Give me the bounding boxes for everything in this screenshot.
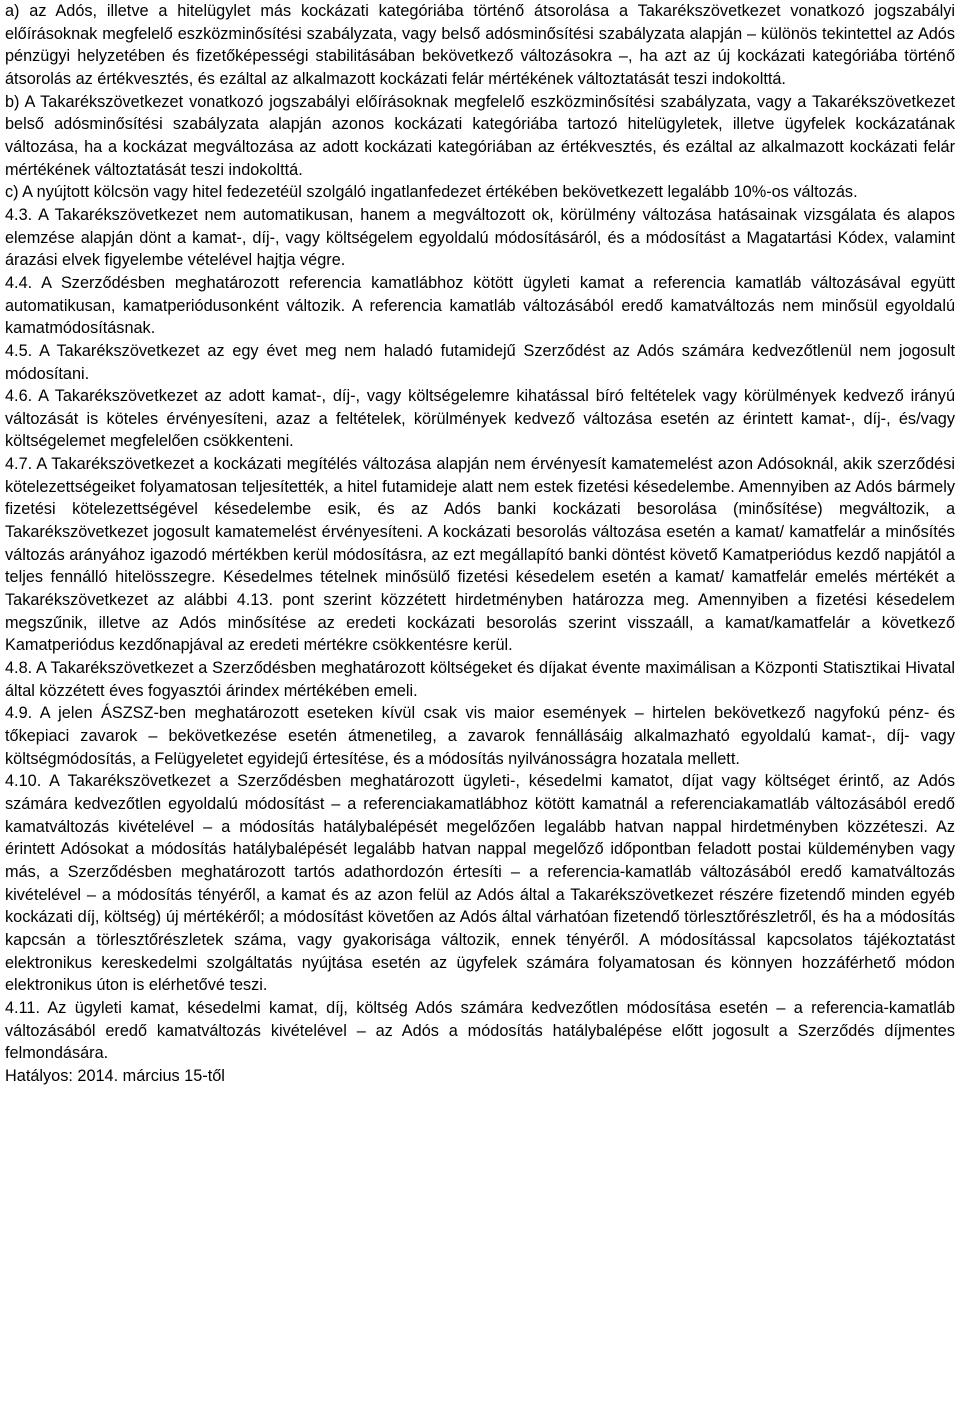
section-4-5: 4.5. A Takarékszövetkezet az egy évet meg nem haladó futamidejű Szerződést az Adós számára kedvezőtlenül nem jogosult módosítani.	[5, 341, 955, 383]
section-4-3: 4.3. A Takarékszövetkezet nem automatikusan, hanem a megváltozott ok, körülmény változása hatásainak vizsgálata és alapos elemzése alapján dönt a kamat-, díj-, vagy költségelem egyoldalú módosításáról, és a módosítást a Magatartási Kódex, valamint árazási elvek figyelembe vételével hajtja végre.	[5, 205, 955, 270]
section-4-6: 4.6. A Takarékszövetkezet az adott kamat-, díj-, vagy költségelemre kihatással bíró feltételek vagy körülmények kedvező irányú változását is köteles érvényesíteni, azaz a feltételek, körülmények kedvező változása esetén az érintett kamat-, díj-, és/vagy költségelemet megfelelően csökkenteni.	[5, 387, 955, 451]
effective-date-footer: Hatályos: 2014. március 15-től	[5, 1066, 225, 1085]
section-4-11: 4.11. Az ügyleti kamat, késedelmi kamat, díj, költség Adós számára kedvezőtlen módosítása esetén – a referencia-kamatláb változásából eredő kamatváltozás kivételével – az Adós a módosítás hatálybalépése előtt jogosult a Szerződés díjmentes felmondására.	[5, 998, 955, 1063]
paragraph-a: a) az Adós, illetve a hitelügylet más kockázati kategóriába történő átsorolása a Takarékszövetkezet vonatkozó jogszabályi előírásoknak megfelelő eszközminősítési szabályzata, vagy belső adósminősítési szabályzata alapján – különös tekintettel az Adós pénzügyi helyzetében és fizetőképességi stabilitásában bekövetkező változásokra –, ha azt az új kockázati kategóriába történő átsorolás az értékvesztés, és ezáltal az alkalmazott kockázati felár mértékének változtatását teszi indokolttá.	[5, 2, 955, 88]
section-4-10: 4.10. A Takarékszövetkezet a Szerződésben meghatározott ügyleti-, késedelmi kamatot, díjat vagy költséget érintő, az Adós számára kedvezőtlen egyoldalú módosítást – a referenciakamatlábhoz kötött kamatnál a referenciakamatláb változásából eredő kamatváltozás kivételével – a módosítás hatálybalépését megelőzően legalább hatvan nappal hirdetményben közzéteszi. Az érintett Adósokat a módosítás hatálybalépését legalább hatvan nappal megelőző időpontban feladott postai küldeményben vagy más, a Szerződésben meghatározott tartós adathordozón értesíti – a referencia-kamatláb változásából eredő kamatváltozás kivételével – a módosítás tényéről, a kamat és az azon felül az Adós által a Takarékszövetkezet részére fizetendő minden egyéb kockázati díj, költség) új mértékéről; a módosítást követően az Adós által várhatóan fizetendő törlesztőrészletről, és ha a módosítás kapcsán a törlesztőrészletek száma, vagy gyakorisága változik, ennek tényéről. A módosítással kapcsolatos tájékoztatást elektronikus kereskedelmi szolgáltatás nyújtása esetén az ügyfelek számára folyamatosan és könnyen hozzáférhető módon elektronikus úton is elérhetővé teszi.	[5, 772, 955, 995]
section-4-4: 4.4. A Szerződésben meghatározott referencia kamatlábhoz kötött ügyleti kamat a referencia kamatláb változásával együtt automatikusan, kamatperiódusonként változik. A referencia kamatláb változásából eredő kamatváltozás nem minősül egyoldalú kamatmódosításnak.	[5, 273, 955, 338]
paragraph-b: b) A Takarékszövetkezet vonatkozó jogszabályi előírásoknak megfelelő eszközminősítési szabályzata, vagy a Takarékszövetkezet belső adósminősítési szabályzata alapján azonos kockázati kategóriába tartozó hitelügyletek, illetve ügyfelek kockázatának változása, ha a kockázat megváltozása az adott kockázati kategóriában az értékvesztés, és ezáltal az alkalmazott kockázati felár mértékének változtatását teszi indokolttá.	[5, 92, 955, 179]
section-4-8: 4.8. A Takarékszövetkezet a Szerződésben meghatározott költségeket és díjakat évente maximálisan a Központi Statisztikai Hivatal által közzétett éves fogyasztói árindex mértékében emeli.	[5, 659, 955, 700]
paragraph-c: c) A nyújtott kölcsön vagy hitel fedezetéül szolgáló ingatlanfedezet értékében bekövetkezett legalább 10%-os változás.	[5, 183, 858, 202]
section-4-7: 4.7. A Takarékszövetkezet a kockázati megítélés változása alapján nem érvényesít kamatemelést azon Adósoknál, akik szerződési kötelezettségeiket folyamatosan teljesítették, a hitel futamideje alatt nem estek fizetési késedelembe. Amennyiben az Adós bármely fizetési kötelezettségével késedelembe esik, és az Adós banki kockázati besorolása (minősítése) megváltozik, a Takarékszövetkezet jogosult kamatemelést érvényesíteni. A kockázati besorolás változása esetén a kamat/ kamatfelár a minősítés változás arányához igazodó mértékben kerül módosításra, az ezt megállapító banki döntést követő Kamatperiódus kezdő napjától a teljes fennálló hitelösszegre. Késedelmes tételnek minősülő fizetési késedelem esetén a kamat/ kamatfelár emelés mértékét a Takarékszövetkezet az alábbi 4.13. pont szerint közzétett hirdetményben határozza meg. Amennyiben a fizetési késedelem megszűnik, illetve az Adós minősítése az eredeti kockázati besorolás szerint visszaáll, a kamat/kamatfelár a következő Kamatperiódus kezdőnapjával az eredeti mértékre csökkentésre kerül.	[5, 455, 955, 655]
section-4-9: 4.9. A jelen ÁSZSZ-ben meghatározott eseteken kívül csak vis maior események – hirtelen bekövetkező nagyfokú pénz- és tőkepiaci zavarok – bekövetkezése esetén átmenetileg, a zavarok fennállásáig alkalmazható egyoldalú kamat-, díj- vagy költségmódosítás, a Felügyeletet egyidejű értesítése, és a módosítás nyilvánosságra hozatala mellett.	[5, 704, 955, 768]
